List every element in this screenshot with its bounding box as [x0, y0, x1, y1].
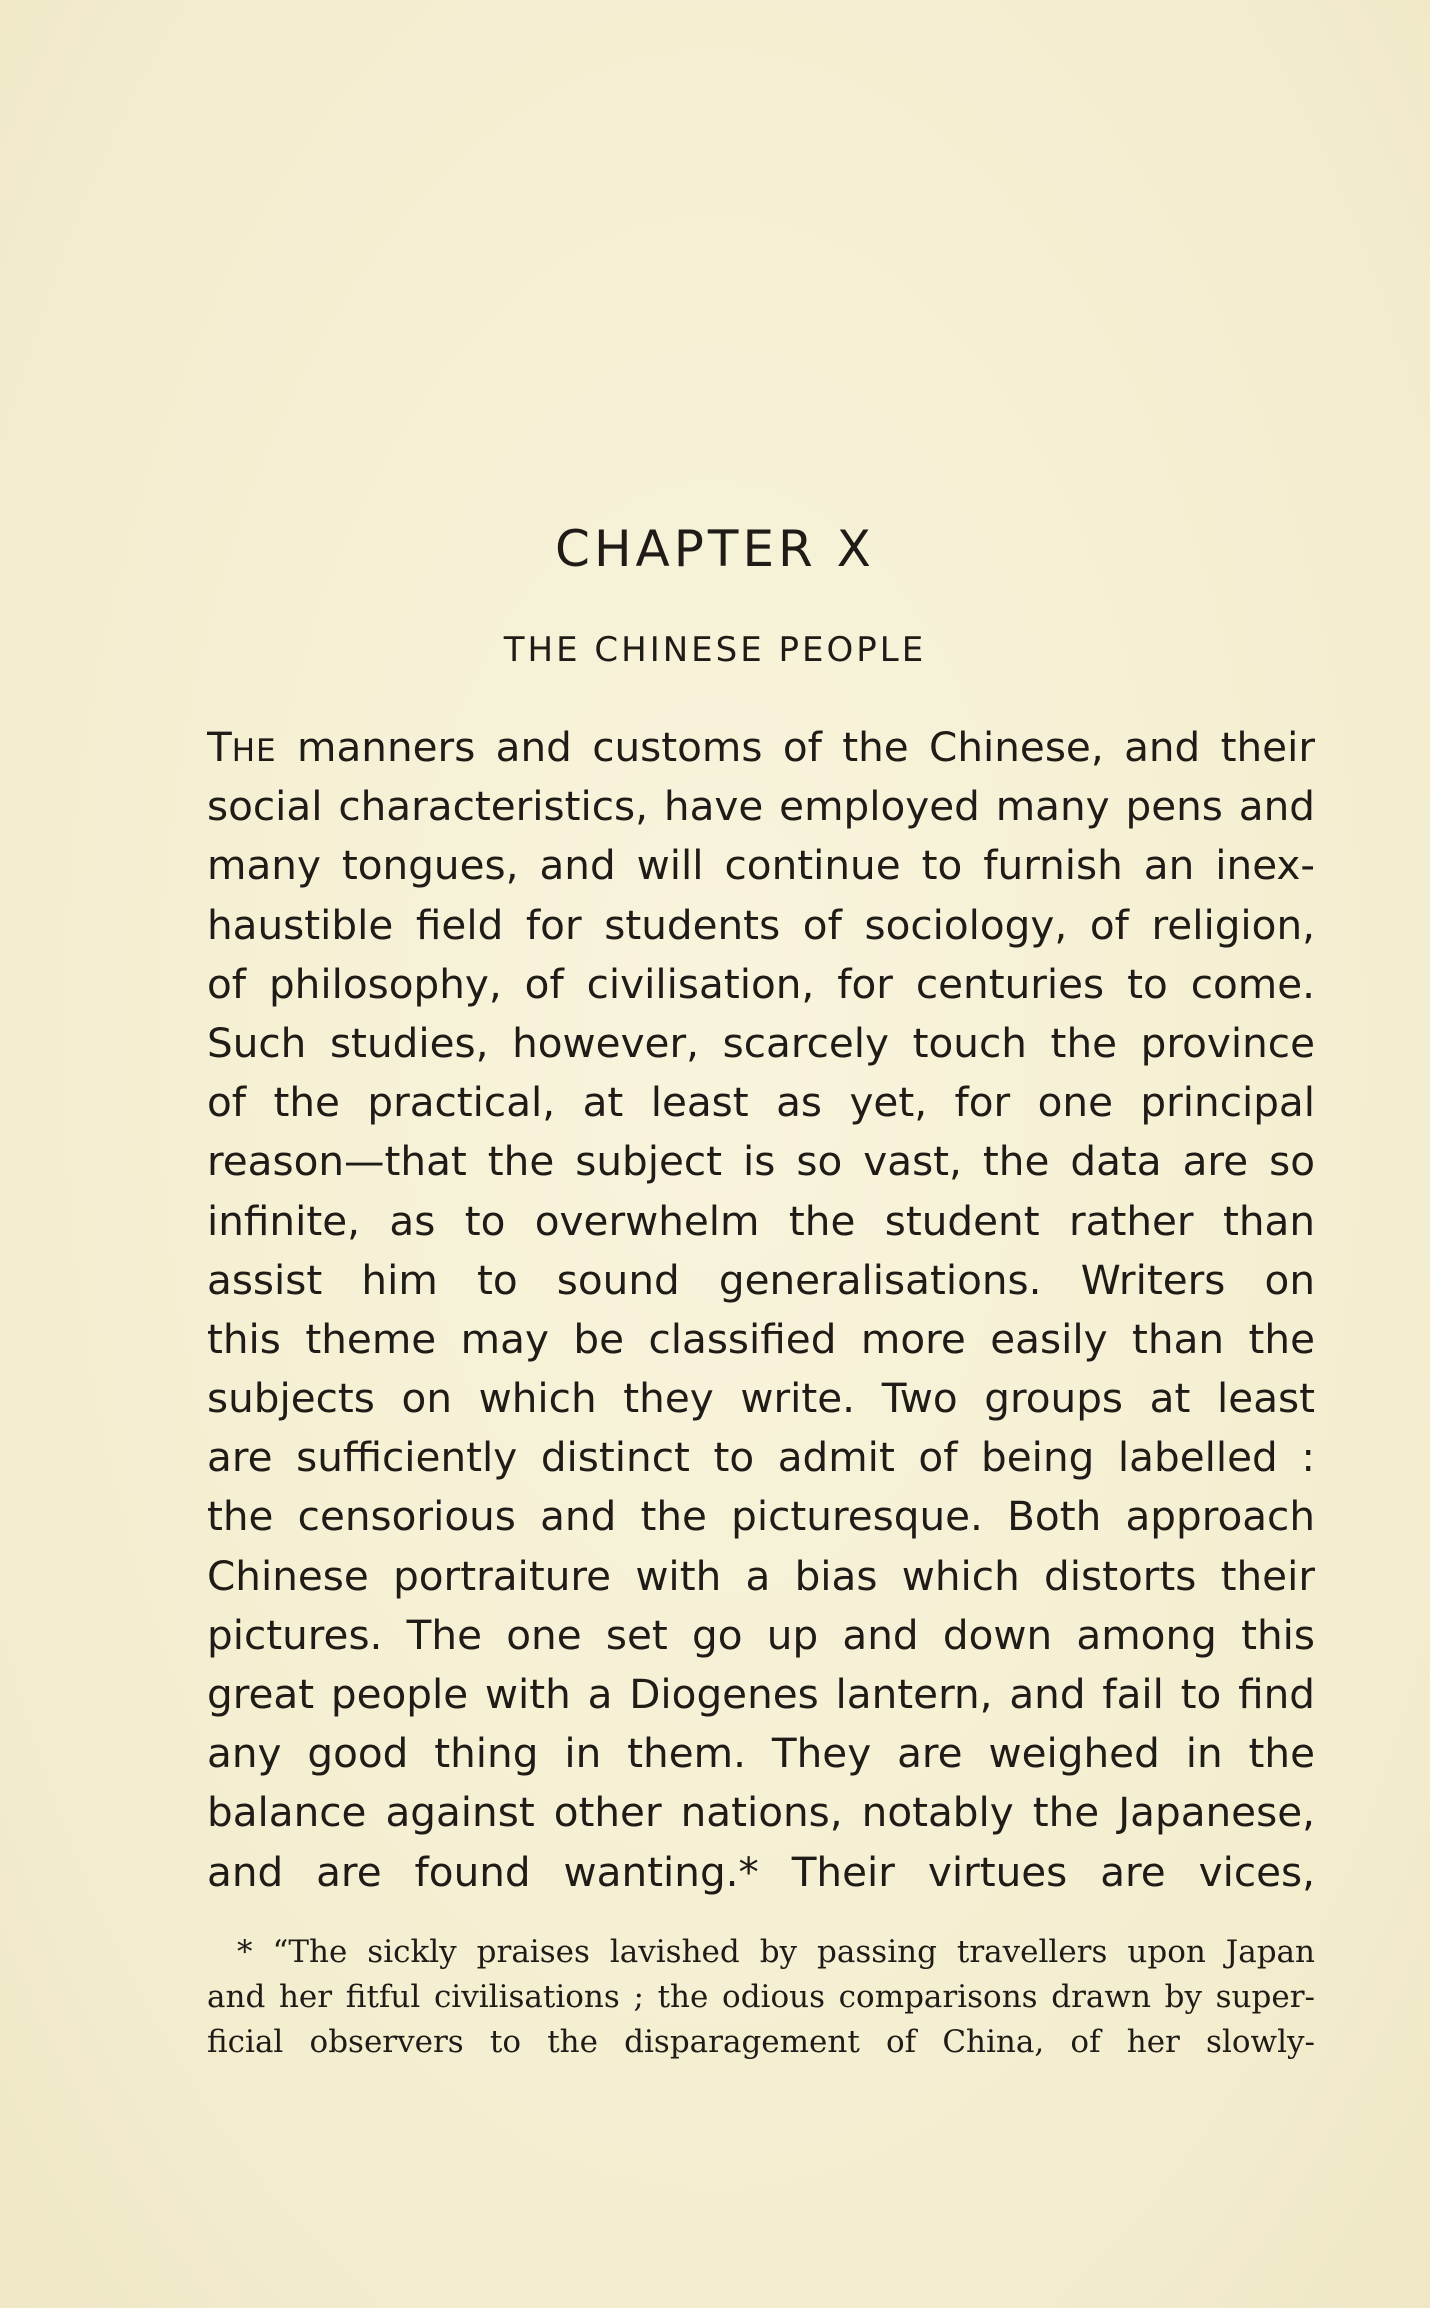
- footnote-line: and her fitful civilisations ; the odious comparisons drawn by super-: [207, 1979, 1315, 2015]
- footnote-line: * “The sickly praises lavished by passing travellers upon Japan: [237, 1934, 1315, 1970]
- text-line: balance against other nations, notably the Japanese,: [207, 1788, 1315, 1837]
- text-line: reason—that the subject is so vast, the data are so: [207, 1137, 1315, 1186]
- text-line: many tongues, and will continue to furnish an inex-: [207, 841, 1315, 890]
- text-line: Chinese portraiture with a bias which distorts their: [207, 1551, 1315, 1600]
- text-line: Such studies, however, scarcely touch the province: [207, 1018, 1315, 1067]
- text-line: great people with a Diogenes lantern, and fail to find: [207, 1670, 1315, 1718]
- chapter-number: CHAPTER X: [555, 520, 875, 578]
- text-line-content: manners and customs of the Chinese, and their: [276, 723, 1315, 771]
- footnote: [207, 1930, 1315, 2065]
- text-line: pictures. The one set go up and down among this: [207, 1610, 1315, 1659]
- chapter-title: THE CHINESE PEOPLE: [503, 630, 927, 670]
- body-paragraph: [207, 718, 1315, 1902]
- text-line: infinite, as to overwhelm the student rather than: [207, 1196, 1315, 1245]
- text-line: are sufficiently distinct to admit of being labelled :: [207, 1433, 1315, 1482]
- text-line: subjects on which they write. Two groups at least: [207, 1374, 1315, 1423]
- text-line: of the practical, at least as yet, for one principal: [207, 1078, 1315, 1127]
- text-line: assist him to sound generalisations. Writers on: [207, 1255, 1315, 1304]
- smallcaps-rest: HE: [231, 733, 277, 769]
- text-line: any good thing in them. They are weighed in the: [207, 1729, 1315, 1778]
- text-line: the censorious and the picturesque. Both approach: [207, 1492, 1315, 1541]
- text-line: [207, 718, 1315, 777]
- text-line: social characteristics, have employed many pens and: [207, 782, 1315, 831]
- text-line: of philosophy, of civilisation, for centuries to come.: [207, 959, 1315, 1008]
- dropcap-letter: T: [207, 723, 232, 771]
- footnote-line: ficial observers to the disparagement of China, of her slowly-: [207, 2024, 1315, 2060]
- text-line: and are found wanting.* Their virtues are vices,: [207, 1847, 1315, 1896]
- text-line: haustible field for students of sociology, of religion,: [207, 900, 1315, 949]
- text-line: this theme may be classified more easily than the: [207, 1314, 1315, 1363]
